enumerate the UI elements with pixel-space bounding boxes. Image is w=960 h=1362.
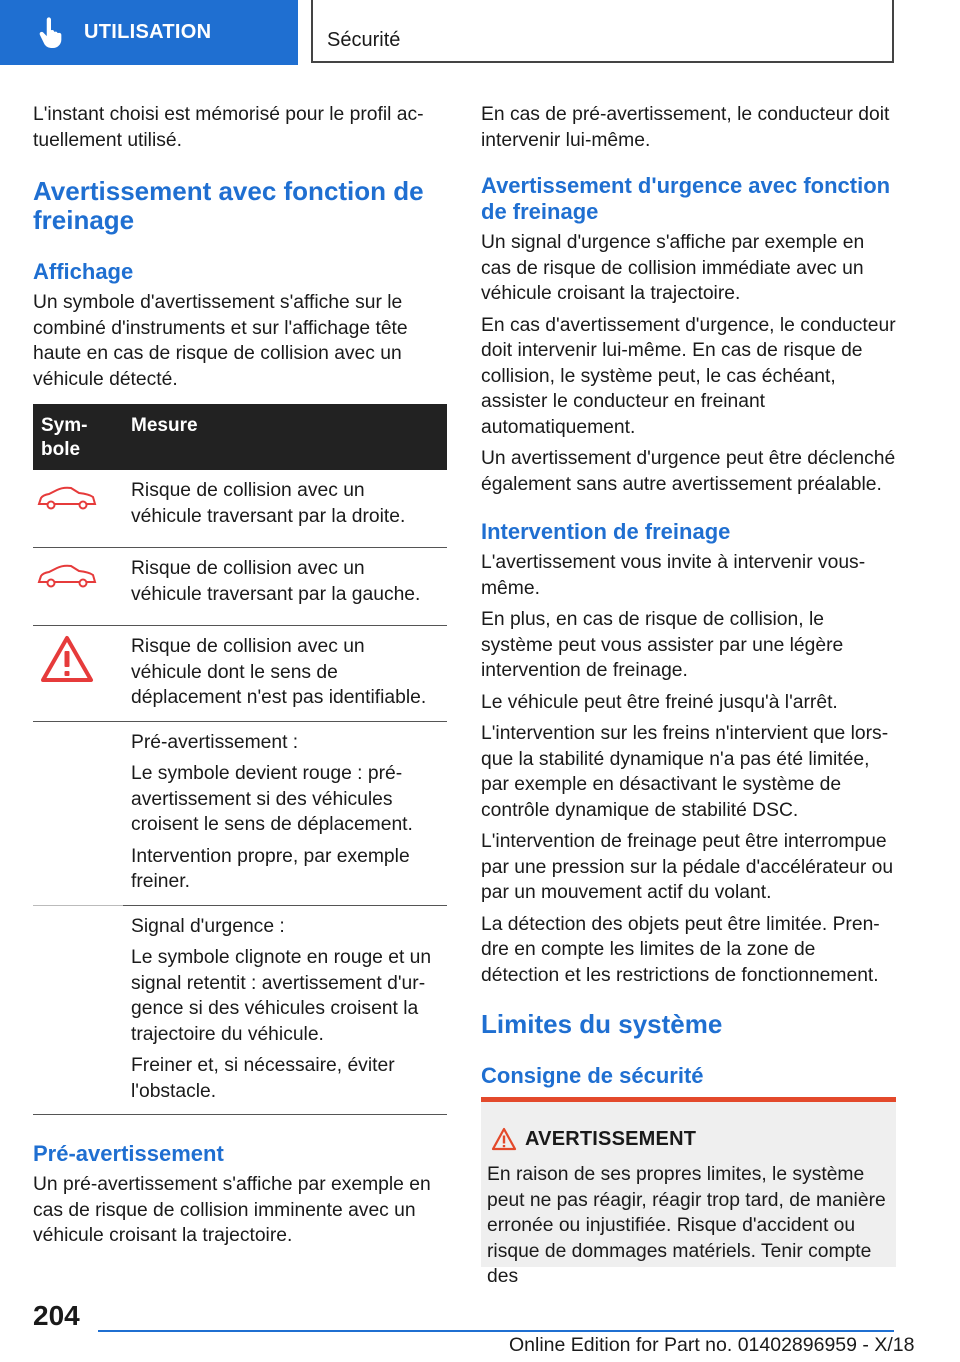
table-row [33, 470, 447, 548]
paragraph: L'intervention sur les freins n'intervient que lorsque la stabilité dynamique n'a pas été limitée, par exemple en désactivant le système de contrôle dynamique de stabilité DSC. [481, 723, 889, 821]
intro-paragraph: L'instant choisi est mémorisé pour le profil actuellement utilisé. [33, 104, 424, 151]
pre-avertissement-paragraph: Un pré-avertissement s'affiche par exemple en cas de risque de collision imminente avec un véhicule croisant la trajectoire. [33, 1174, 431, 1246]
paragraph: L'avertissement vous invite à intervenir vous-même. [481, 552, 866, 599]
column-header-symbole: Symbole [33, 404, 123, 470]
urgence-label: Signal d'urgence : [131, 915, 285, 937]
heading-affichage: Affichage [33, 259, 134, 284]
table-cell-mesure [123, 721, 447, 905]
table-cell-mesure: Risque de collision avec un véhicule traversant par la gauche. [123, 548, 447, 626]
footer-rule [98, 1330, 894, 1332]
warning-box [481, 1097, 896, 1287]
table-row [33, 626, 447, 722]
page-header-box [311, 0, 894, 63]
warning-text: En raison de ses propres limites, le système peut ne pas réagir, réagir trop tard, de manière erronée ou injustifiée. Risque d'accident ou risque de dommages matériels. Tenir compte des [487, 1164, 886, 1287]
section-label: UTILISATION [84, 21, 212, 43]
paragraph: L'intervention de freinage peut être interrompue par une pression sur la pédale d'accélérateur ou par un mouvement actif du volant. [481, 831, 894, 903]
page-number: 204 [33, 1300, 80, 1331]
page-title: Sécurité [327, 29, 401, 51]
urgence-desc: Le symbole clignote en rouge et un signal retentit : avertissement d'urgence si des véhicules croisent la trajectoire du véhicule. [131, 947, 432, 1045]
edition-text: Online Edition for Part no. 01402896959 - X/18 [509, 1334, 915, 1356]
warning-title: AVERTISSEMENT [525, 1128, 697, 1150]
heading-pre-avertissement: Pré-avertissement [33, 1141, 224, 1166]
car-red-outline-icon [33, 482, 99, 512]
table-cell-mesure: Risque de collision avec un véhicule dont le sens de déplacement n'est pas identifiable. [123, 626, 447, 722]
heading-consigne-securite: Consigne de sécurité [481, 1063, 704, 1088]
paragraph: En cas de pré-avertissement, le conducteur doit intervenir lui-même. [481, 104, 890, 151]
table-row [33, 548, 447, 626]
paragraph: La détection des objets peut être limitée. Prendre en compte les limites de la zone de détection et les restrictions de fonctionnement. [481, 913, 880, 986]
urgence-action: Freiner et, si nécessaire, éviter l'obstacle. [131, 1055, 395, 1102]
pre-avert-label: Pré-avertissement : [131, 731, 299, 753]
section-tab [0, 0, 298, 65]
paragraph: En cas d'avertissement d'urgence, le conducteur doit intervenir lui-même. En cas de risque de collision, le système peut, le cas échéant, assister le conducteur en freinant automatiquement. [481, 314, 896, 438]
symbol-table [33, 404, 447, 1115]
warning-triangle-red-icon [39, 634, 95, 684]
paragraph: Un avertissement d'urgence peut être déclenché également sans autre avertissement préalable. [481, 448, 896, 495]
heading-intervention-freinage: Intervention de freinage [481, 519, 731, 544]
paragraph: En plus, en cas de risque de collision, le système peut vous assister par une légère intervention de freinage. [481, 609, 844, 681]
warning-triangle-icon [491, 1127, 517, 1151]
paragraph: Un signal d'urgence s'affiche par exemple en cas de risque de collision immédiate avec un véhicule croisant la trajectoire. [481, 232, 865, 304]
left-column [33, 102, 447, 1249]
heading-avertissement-urgence: Avertissement d'urgence avec fonction de freinage [481, 173, 891, 224]
paragraph: Le véhicule peut être freiné jusqu'à l'arrêt. [481, 691, 838, 713]
edition-line [509, 1334, 914, 1357]
hand-pointer-icon [34, 16, 68, 50]
table-cell-mesure: Risque de collision avec un véhicule traversant par la droite. [123, 470, 447, 548]
heading-avertissement-freinage: Avertissement avec fonction de freinage [33, 176, 424, 235]
table-header-row [33, 404, 447, 470]
right-column [481, 102, 896, 1089]
table-row [33, 905, 447, 1115]
affichage-paragraph: Un symbole d'avertissement s'affiche sur le combiné d'instruments et sur l'affichage tête haute en cas de risque de collision avec un véhicule détecté. [33, 292, 408, 390]
table-row [33, 721, 447, 905]
pre-avert-desc: Le symbole devient rouge : pré-avertissement si des véhicules croisent le sens de déplacement. [131, 763, 413, 835]
table-cell-mesure [123, 905, 447, 1115]
heading-limites-systeme: Limites du système [481, 1009, 723, 1039]
column-header-mesure: Mesure [123, 404, 447, 470]
car-red-outline-icon [33, 560, 99, 590]
pre-avert-action: Intervention propre, par exemple freiner. [131, 845, 410, 892]
